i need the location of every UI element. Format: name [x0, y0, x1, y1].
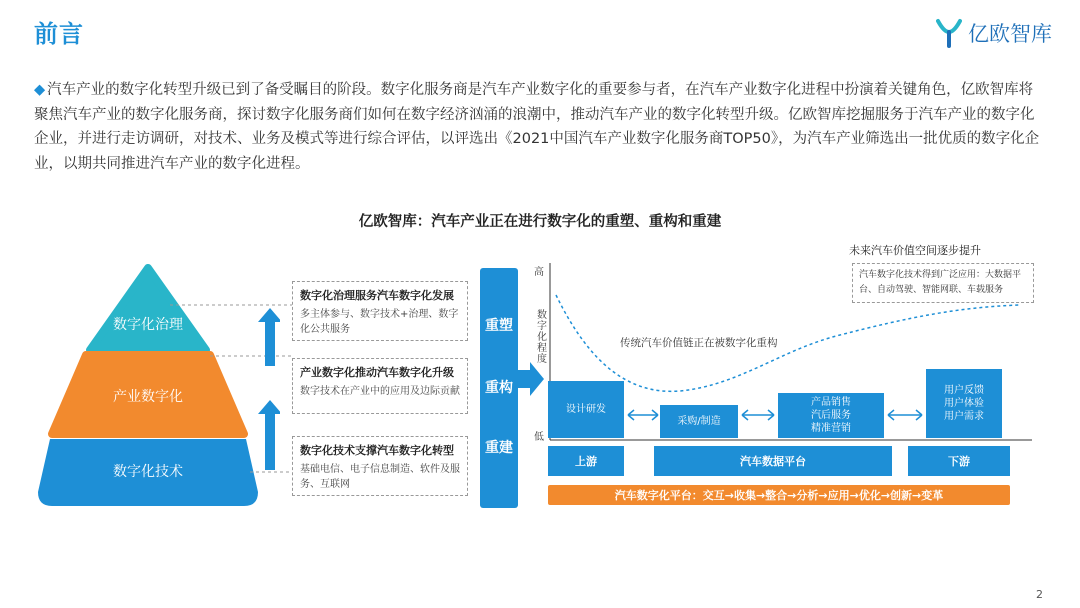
curve-label: 传统汽车价值链正在被数字化重构 [620, 337, 778, 349]
rebuild-word-rebuild: 重建 [485, 440, 513, 456]
logo [936, 16, 1052, 50]
rebuild-bar [480, 268, 518, 508]
desc-box-governance [292, 281, 468, 341]
y-axis-title: 数字化程度 [537, 310, 547, 365]
y-axis-low-label: 低 [534, 432, 544, 443]
desc-box-industry [292, 358, 468, 414]
downstream-bar: 下游 [908, 446, 1010, 476]
double-arrow-icon [886, 408, 924, 422]
y-axis-high-label: 高 [534, 267, 544, 278]
up-arrow-icon [258, 400, 280, 470]
diagram-title: 亿欧智库：汽车产业正在进行数字化的重塑、重构和重建 [358, 214, 722, 230]
logo-text: 亿欧智库 [968, 22, 1052, 46]
stage-sales: 产品销售 汽后服务 精准营销 [778, 393, 884, 438]
desc-box-title: 数字化技术支撑汽车数字化转型 [300, 444, 454, 457]
digital-platform-bar: 汽车数字化平台：交互→收集→整合→分析→应用→优化→创新→变革 [548, 485, 1010, 505]
upstream-bar: 上游 [548, 446, 624, 476]
desc-box-title: 数字化治理服务汽车数字化发展 [300, 289, 454, 302]
diamond-bullet-icon: ◆ [34, 82, 46, 98]
desc-box-title: 产业数字化推动汽车数字化升级 [300, 366, 454, 379]
data-platform-bar: 汽车数据平台 [654, 446, 892, 476]
desc-box-technology [292, 436, 468, 496]
stage-user: 用户反馈 用户体验 用户需求 [926, 369, 1002, 438]
pyramid-top-label: 数字化治理 [113, 317, 183, 333]
stage-design: 设计研发 [548, 381, 624, 438]
intro-paragraph [34, 78, 1044, 176]
desc-box-text: 数字技术在产业中的应用及边际贡献 [300, 386, 460, 397]
up-arrow-icon [258, 308, 280, 366]
rebuild-word-restructure: 重构 [485, 380, 513, 396]
rebuild-word-reshape: 重塑 [485, 318, 513, 334]
pyramid-middle-label: 产业数字化 [113, 389, 183, 405]
curve-title: 未来汽车价值空间逐步提升 [849, 244, 981, 257]
double-arrow-icon [626, 408, 660, 422]
desc-box-text: 基础电信、电子信息制造、软件及服务、互联网 [300, 464, 460, 490]
double-arrow-icon [740, 408, 776, 422]
yiou-logo-icon [936, 18, 962, 48]
stage-manufacturing: 采购/制造 [660, 405, 738, 438]
pyramid-bottom-label: 数字化技术 [113, 464, 183, 480]
page-title: 前言 [34, 20, 84, 48]
page-number: 2 [1036, 588, 1043, 601]
desc-box-text: 多主体参与、数字技术+治理、数字化公共服务 [300, 309, 459, 335]
intro-text: 汽车产业的数字化转型升级已到了备受瞩目的阶段。数字化服务商是汽车产业数字化的重要参与者，在汽车产业数字化进程中扮演着关键角色，亿欧智库将聚焦汽车产业的数字化服务商，探讨数字化服务商们如何在数字经济汹涌的浪潮中，推动汽车产业的数字化转型升级。亿欧智库挖掘服务于汽车产业的数字化企业，并进行走访调研，对技术、业务及模式等进行综合评估，以评选出《2021中国汽车产业数字化服务商TOP50》，为汽车产业筛选出一批优质的数字化企业，以期共同推进汽车产业的数字化进程。 [34, 82, 1040, 172]
tech-note-box: 汽车数字化技术得到广泛应用：大数据平台、自动驾驶、智能网联、车载服务 [852, 263, 1034, 303]
